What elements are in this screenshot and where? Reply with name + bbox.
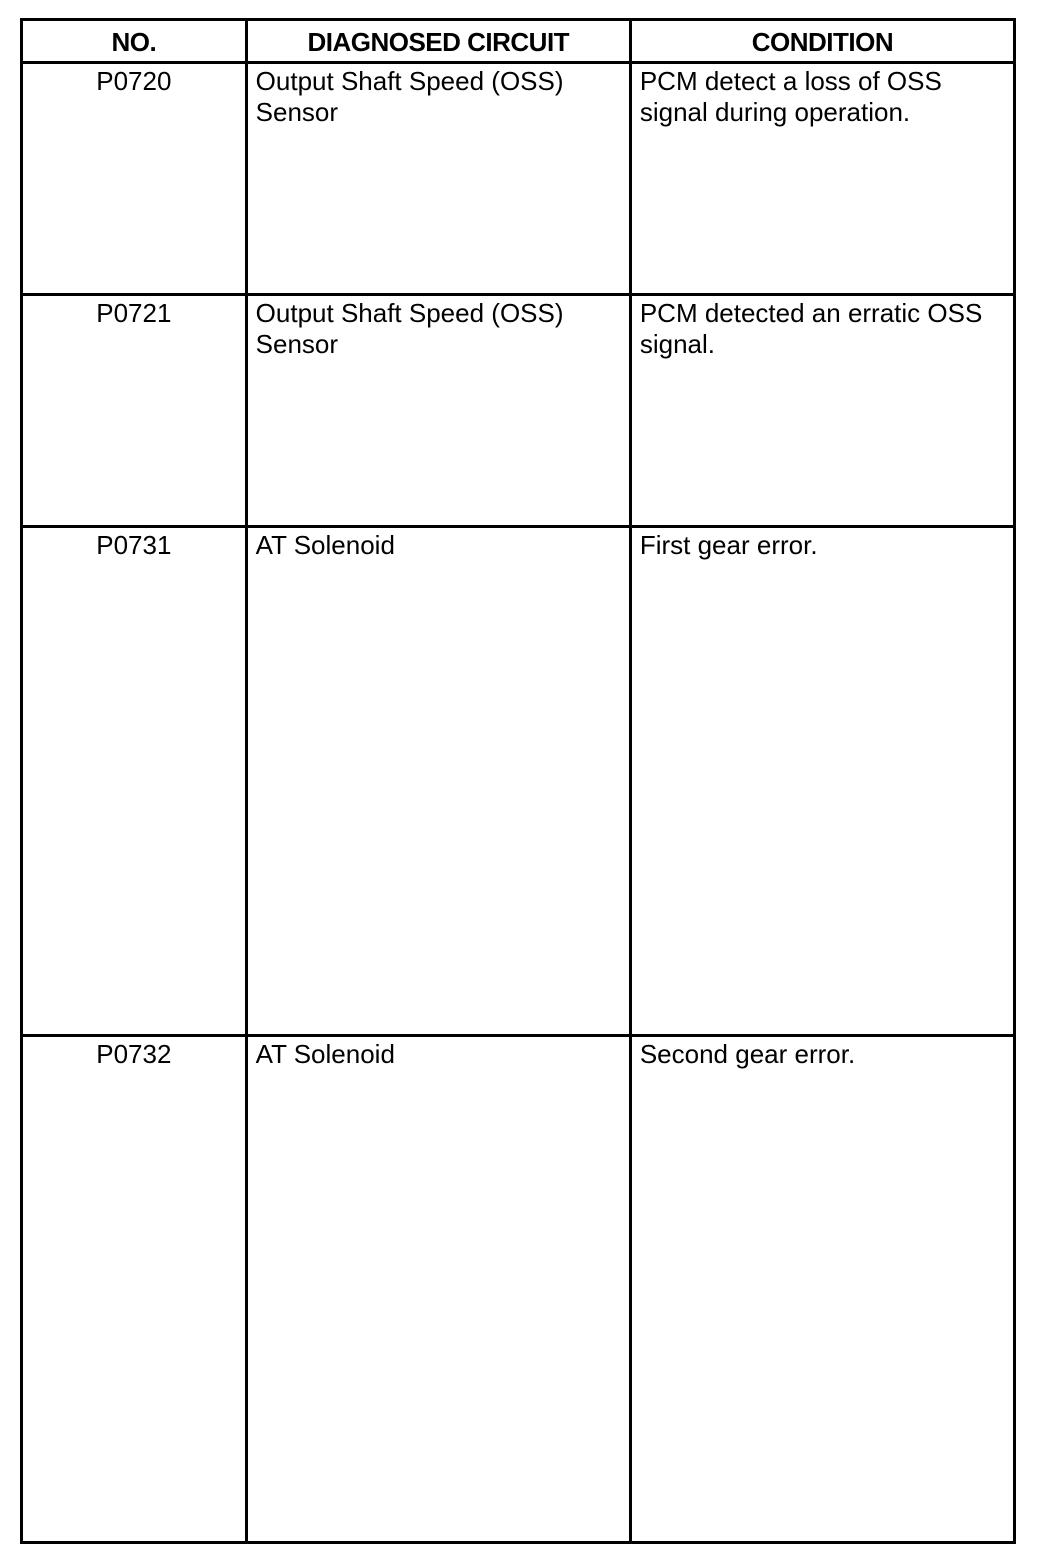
dtc-code: P0731 bbox=[22, 527, 247, 1036]
table-row bbox=[22, 63, 1015, 295]
condition: PCM detected an erratic OSS signal. bbox=[630, 295, 1014, 527]
dtc-code: P0720 bbox=[22, 63, 247, 295]
diagnosed-circuit: Output Shaft Speed (OSS) Sensor bbox=[246, 63, 630, 295]
condition: Second gear error. bbox=[630, 1036, 1014, 1543]
dtc-code: P0721 bbox=[22, 295, 247, 527]
table-row bbox=[22, 295, 1015, 527]
header-no: NO. bbox=[22, 20, 247, 63]
condition: PCM detect a loss of OSS signal during operation. bbox=[630, 63, 1014, 295]
header-diagnosed-circuit: DIAGNOSED CIRCUIT bbox=[246, 20, 630, 63]
diagnosed-circuit: Output Shaft Speed (OSS) Sensor bbox=[246, 295, 630, 527]
header-row bbox=[22, 20, 1015, 63]
header-condition: CONDITION bbox=[630, 20, 1014, 63]
diagnosed-circuit: AT Solenoid bbox=[246, 1036, 630, 1543]
table-body bbox=[22, 63, 1015, 1543]
dtc-code: P0732 bbox=[22, 1036, 247, 1543]
condition: First gear error. bbox=[630, 527, 1014, 1036]
diagnosed-circuit: AT Solenoid bbox=[246, 527, 630, 1036]
table-header bbox=[22, 20, 1015, 63]
dtc-table bbox=[20, 18, 1016, 1544]
table-row bbox=[22, 1036, 1015, 1543]
table-row bbox=[22, 527, 1015, 1036]
